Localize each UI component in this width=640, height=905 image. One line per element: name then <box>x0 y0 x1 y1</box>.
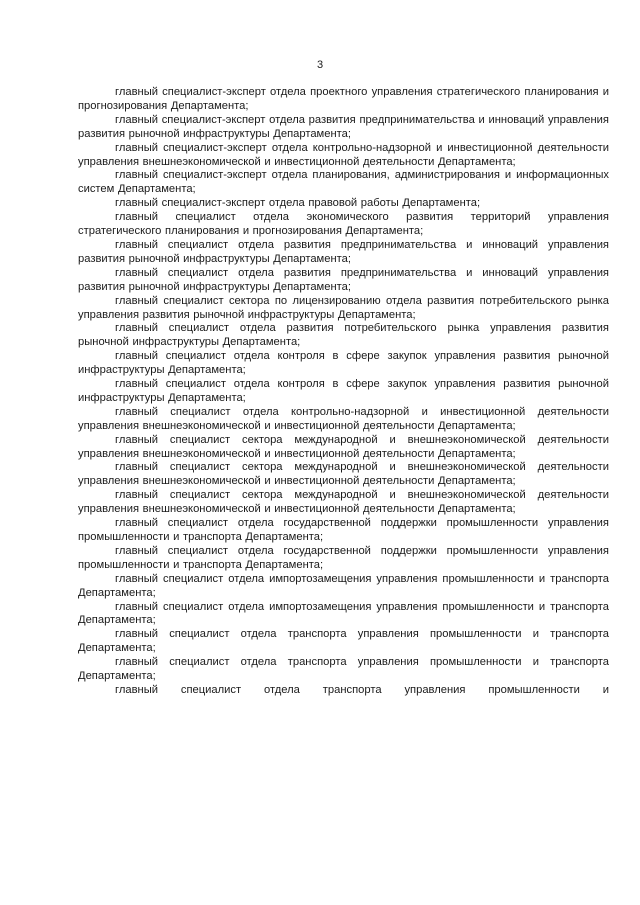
page-number: 3 <box>316 59 324 71</box>
list-item: главный специалист отдела контроля в сфере закупок управления развития рыночной инфраструктуры Департамента; <box>78 350 609 377</box>
list-item: главный специалист отдела транспорта управления промышленности и <box>115 683 609 696</box>
list-item: главный специалист сектора по лицензированию отдела развития потребительского рынка управления развития рыночной инфраструктуры Департамента; <box>78 294 609 321</box>
list-item: главный специалист сектора международной и внешнеэкономической деятельности управления внешнеэкономической и инвестиционной деятельности Департамента; <box>78 489 609 516</box>
list-item: главный специалист отдела государственной поддержки промышленности управления промышленности и транспорта Департамента; <box>78 544 609 571</box>
list-item: главный специалист-эксперт отдела планирования, администрирования и информационных систем Департамента; <box>78 169 609 196</box>
list-item: главный специалист-эксперт отдела проектного управления стратегического планирования и прогнозирования Департамента; <box>78 86 609 112</box>
list-item: главный специалист отдела развития предпринимательства и инноваций управления развития рыночной инфраструктуры Департамента; <box>78 238 609 265</box>
list-item: главный специалист отдела экономического развития территорий управления стратегического планирования и прогнозирования Департамента; <box>78 211 609 238</box>
list-item: главный специалист отдела развития предпринимательства и инноваций управления развития рыночной инфраструктуры Департамента; <box>78 266 609 293</box>
list-item: главный специалист отдела транспорта управления промышленности и транспорта Департамента; <box>78 656 609 683</box>
list-item: главный специалист отдела транспорта управления промышленности и транспорта Департамента; <box>78 628 609 655</box>
list-item: главный специалист отдела развития потребительского рынка управления развития рыночной инфраструктуры Департамента; <box>78 322 609 349</box>
position-list <box>78 86 609 698</box>
list-item: главный специалист отдела контрольно-надзорной и инвестиционной деятельности управления внешнеэкономической и инвестиционной деятельности Департамента; <box>78 405 609 432</box>
list-item: главный специалист-эксперт отдела контрольно-надзорной и инвестиционной деятельности управления внешнеэкономической и инвестиционной деятельности Департамента; <box>78 141 609 168</box>
list-item: главный специалист отдела государственной поддержки промышленности управления промышленности и транспорта Департамента; <box>78 517 609 543</box>
list-item: главный специалист-эксперт отдела развития предпринимательства и инноваций управления развития рыночной инфраструктуры Департамента; <box>78 113 609 140</box>
list-item: главный специалист сектора международной и внешнеэкономической деятельности управления внешнеэкономической и инвестиционной деятельности Департамента; <box>78 433 609 460</box>
list-item: главный специалист отдела импортозамещения управления промышленности и транспорта Департамента; <box>78 572 609 599</box>
list-item: главный специалист-эксперт отдела правовой работы Департамента; <box>115 197 481 210</box>
list-item: главный специалист отдела контроля в сфере закупок управления развития рыночной инфраструктуры Департамента; <box>78 378 609 404</box>
list-item: главный специалист отдела импортозамещения управления промышленности и транспорта Департамента; <box>78 600 609 627</box>
list-item: главный специалист сектора международной и внешнеэкономической деятельности управления внешнеэкономической и инвестиционной деятельности Департамента; <box>78 461 609 488</box>
